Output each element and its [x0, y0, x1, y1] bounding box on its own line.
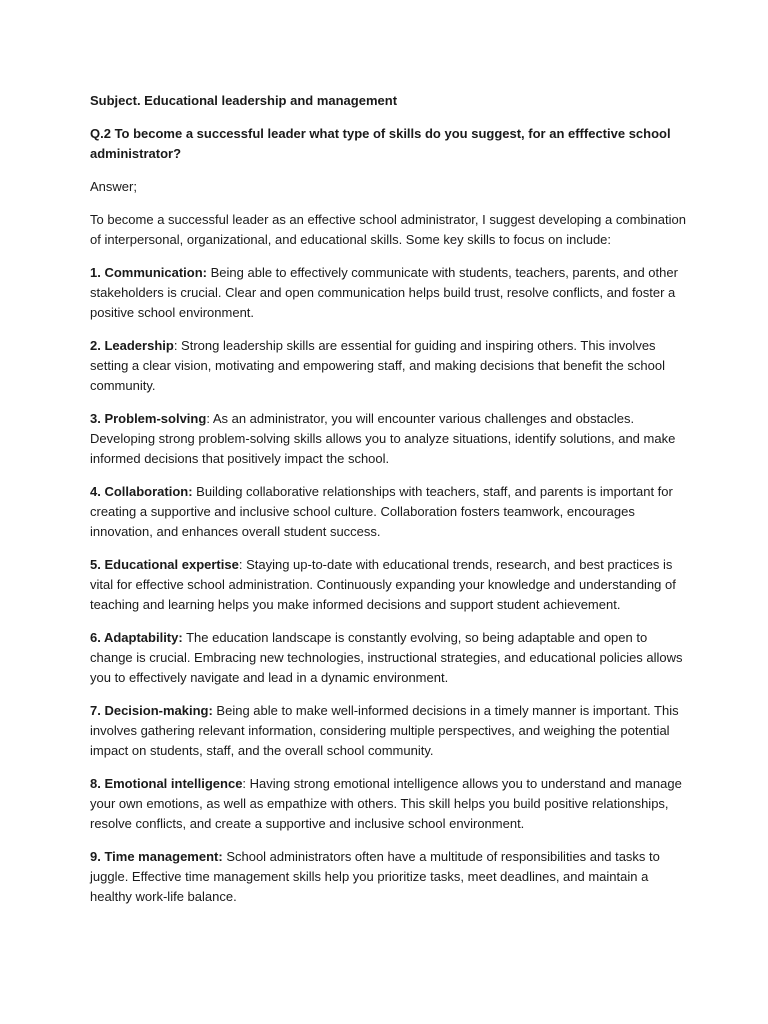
skill-text: Being able to effectively communicate with students, teachers, parents, and other stakeholders is crucial. Clear and open communication helps build trust, resolve conflicts, and foster a positive school environment. [90, 265, 678, 320]
skill-decision-making [90, 701, 690, 761]
skill-text: The education landscape is constantly evolving, so being adaptable and open to change is crucial. Embracing new technologies, instructional strategies, and educational policies allows you to effectively navigate and lead in a dynamic environment. [90, 630, 683, 685]
skill-adaptability [90, 628, 690, 688]
skill-time-management [90, 847, 690, 907]
intro-paragraph: To become a successful leader as an effective school administrator, I suggest developing a combination of interpersonal, organizational, and educational skills. Some key skills to focus on include: [90, 212, 686, 247]
skill-text: : Strong leadership skills are essential for guiding and inspiring others. This involves setting a clear vision, motivating and empowering staff, and making decisions that benefit the school community. [90, 338, 665, 393]
skill-title: 5. Educational expertise [90, 557, 239, 572]
skill-text: : Having strong emotional intelligence allows you to understand and manage your own emotions, as well as empathize with others. This skill helps you build positive relationships, resolve conflicts, and create a supportive and inclusive school environment. [90, 776, 682, 831]
skill-emotional-intelligence [90, 774, 690, 834]
skill-title: 4. Collaboration: [90, 484, 193, 499]
skill-collaboration [90, 482, 690, 542]
skill-title: 1. Communication: [90, 265, 208, 280]
skill-title: 8. Emotional intelligence [90, 776, 243, 791]
document-page [90, 91, 690, 920]
skill-leadership [90, 336, 690, 396]
skill-text: Building collaborative relationships with teachers, staff, and parents is important for creating a supportive and inclusive school culture. Collaboration fosters teamwork, encourages innovation, and enhances overall student success. [90, 484, 673, 539]
answer-label: Answer; [90, 179, 137, 194]
skill-text: : As an administrator, you will encounter various challenges and obstacles. Developing strong problem-solving skills allows you to analyze situations, identify solutions, and make informed decisions that positively impact the school. [90, 411, 676, 466]
skill-educational-expertise [90, 555, 690, 615]
skill-text: Being able to make well-informed decisions in a timely manner is important. This involves gathering relevant information, considering multiple perspectives, and weighing the potential impact on students, staff, and the overall school community. [90, 703, 679, 758]
skill-title: 3. Problem-solving [90, 411, 207, 426]
skill-text: School administrators often have a multitude of responsibilities and tasks to juggle. Effective time management skills help you prioritize tasks, meet deadlines, and maintain a healthy work-life balance. [90, 849, 660, 904]
skill-problem-solving [90, 409, 690, 469]
subject-line: Subject. Educational leadership and management [90, 93, 398, 108]
skill-title: 7. Decision-making: [90, 703, 213, 718]
skill-communication [90, 263, 690, 323]
skill-text: : Staying up-to-date with educational trends, research, and best practices is vital for effective school administration. Continuously expanding your knowledge and understanding of teaching and learning helps you make informed decisions and support student achievement. [90, 557, 676, 612]
skill-title: 6. Adaptability: [90, 630, 183, 645]
skill-title: 9. Time management: [90, 849, 223, 864]
skill-title: 2. Leadership [90, 338, 174, 353]
question-heading: Q.2 To become a successful leader what type of skills do you suggest, for an efffective school administrator? [90, 126, 671, 161]
